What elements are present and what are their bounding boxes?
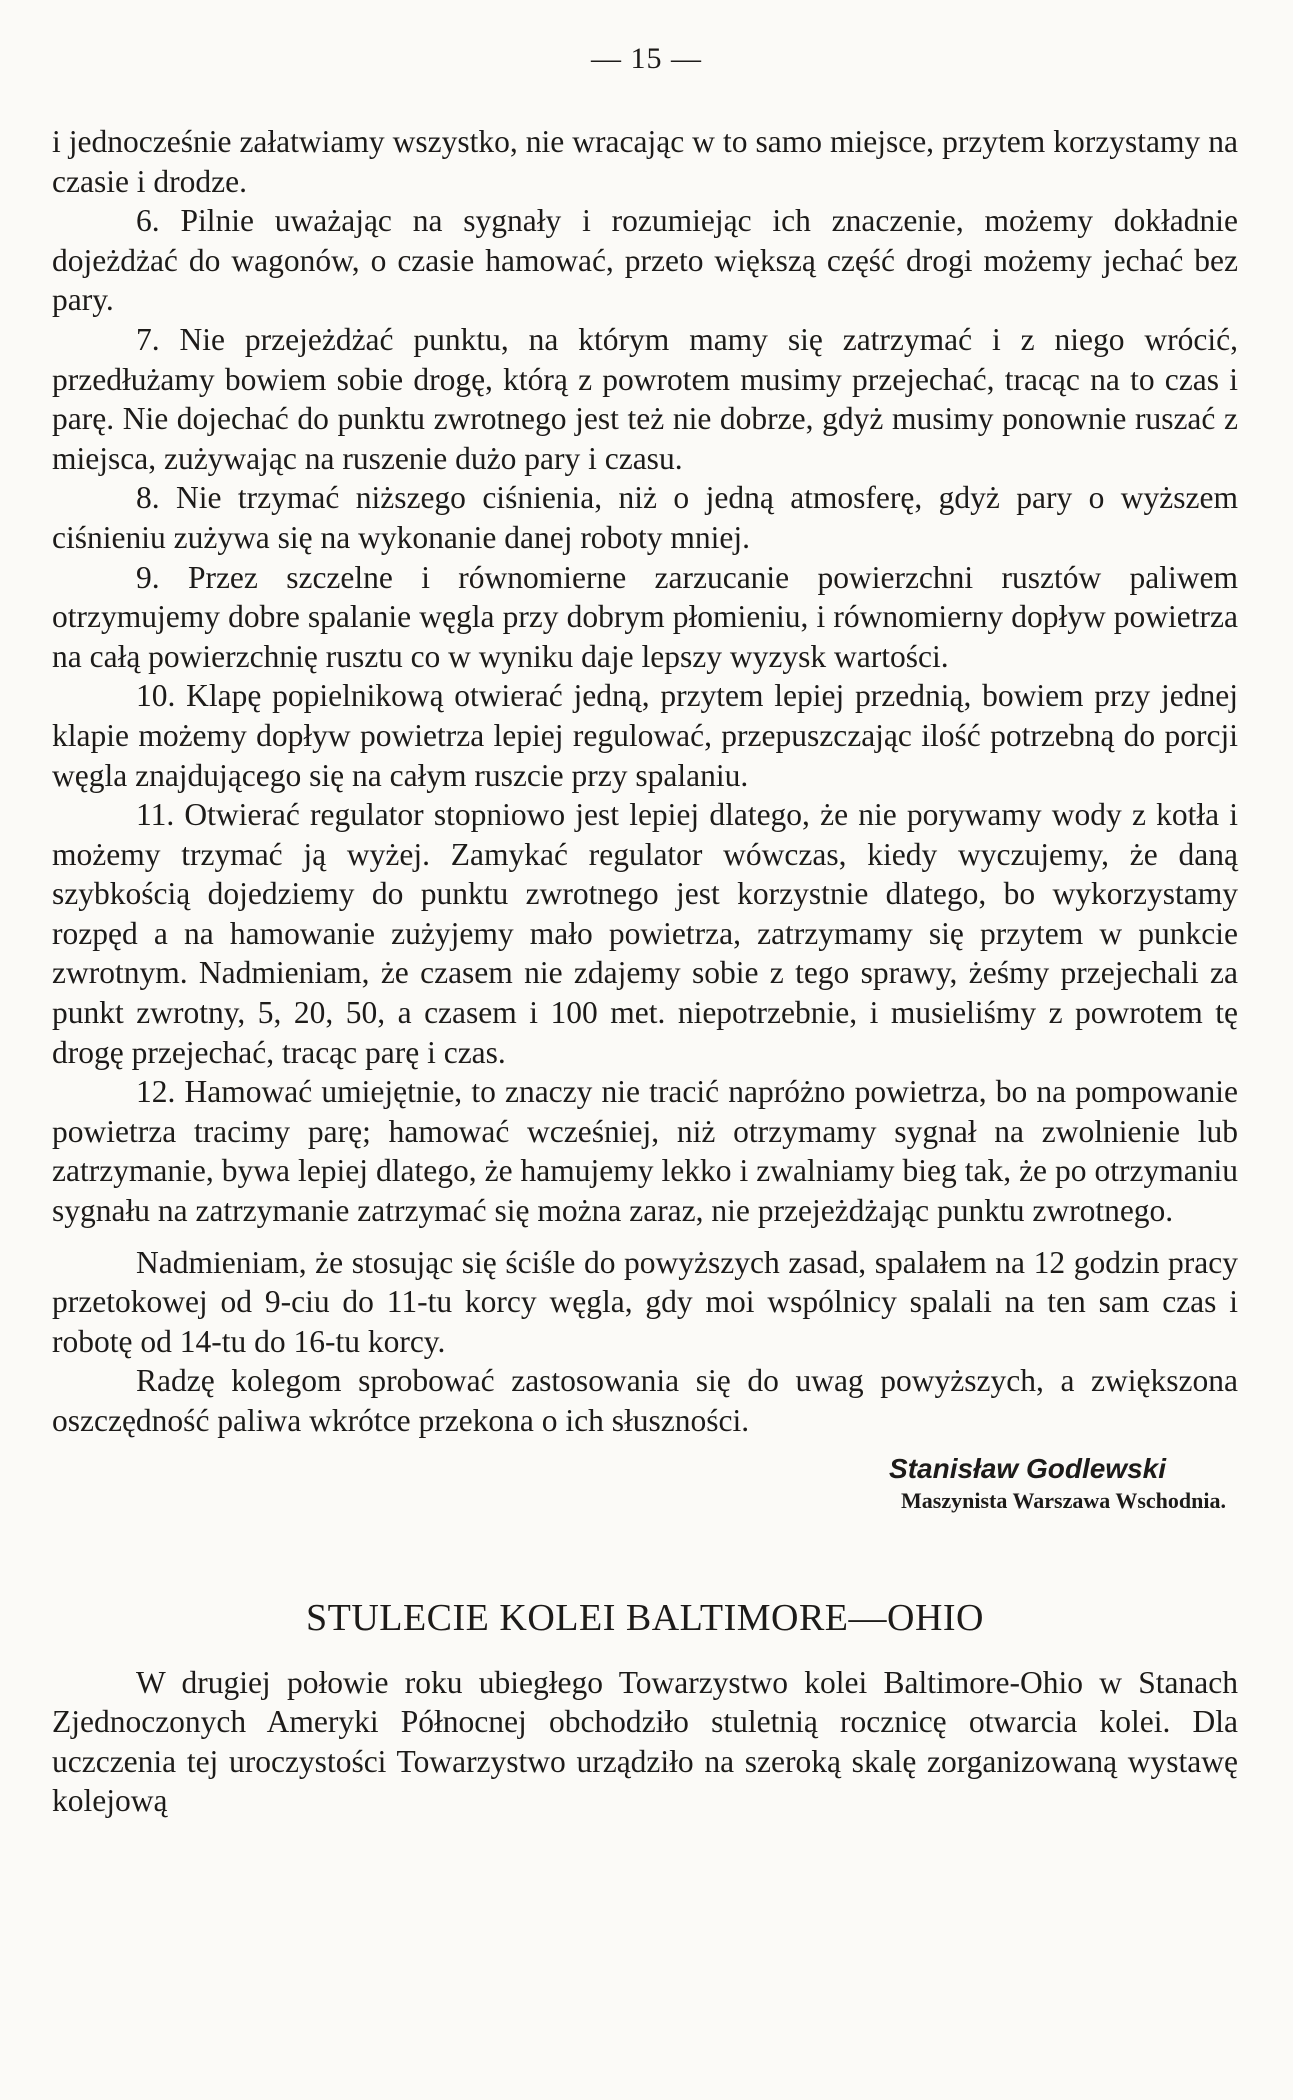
paragraph-continuation: i jednocześnie załatwiamy wszystko, nie wracając w to samo miejsce, przytem korzystamy na czasie i drodze. bbox=[52, 124, 1238, 199]
article-paragraph: W drugiej połowie roku ubiegłego Towarzystwo kolei Baltimore-Ohio w Stanach Zjednoczonych Ameryki Północnej obchodziło stuletnią rocznicę otwarcia kolei. Dla uczczenia tej uroczystości Towarzystwo urządziło na szeroką skalę zorganizowaną wystawę kolejową bbox=[52, 1664, 1238, 1819]
closing-paragraph: Nadmieniam, że stosując się ściśle do powyższych zasad, spalałem na 12 godzin pracy przetokowej od 9-ciu do 11-tu korcy węgla, gdy moi wspólnicy spalali na ten sam czas i robotę od 14-tu do 16-tu korcy. bbox=[52, 1244, 1238, 1359]
paragraph-point-10: 10. Klapę popielnikową otwierać jedną, przytem lepiej przednią, bowiem przy jednej klapie możemy dopływ powietrza lepiej regulować, przepuszczając ilość potrzebną do porcji węgla znajdującego się na całym ruszcie przy spalaniu. bbox=[52, 678, 1238, 793]
closing-recommendation: Radzę kolegom sprobować zastosowania się do uwag powyższych, a zwiększona oszczędność paliwa wkrótce przekona o ich słuszności. bbox=[52, 1363, 1238, 1438]
signature-block bbox=[52, 1451, 1238, 1515]
article-title: STULECIE KOLEI BALTIMORE—OHIO bbox=[305, 1596, 985, 1639]
paragraph-point-6: 6. Pilnie uważając na sygnały i rozumiejąc ich znaczenie, możemy dokładnie dojeżdżać do wagonów, o czasie hamować, przeto większą część drogi możemy jechać bez pary. bbox=[52, 203, 1238, 318]
signature-role: Maszynista Warszawa Wschodnia. bbox=[901, 1487, 1226, 1513]
paragraph-point-9: 9. Przez szczelne i równomierne zarzucanie powierzchni rusztów paliwem otrzymujemy dobre spalanie węgla przy dobrym płomieniu, i równomierny dopływ powietrza na całą powierzchnię rusztu co w wyniku daje lepszy wyzysk wartości. bbox=[52, 559, 1238, 674]
body-text bbox=[52, 122, 1238, 1821]
signature-name: Stanisław Godlewski bbox=[889, 1452, 1166, 1484]
paragraph-point-8: 8. Nie trzymać niższego ciśnienia, niż o jedną atmosferę, gdyż pary o wyższem ciśnieniu zużywa się na wykonanie danej roboty mniej. bbox=[52, 480, 1238, 555]
paragraph-point-7: 7. Nie przejeżdżać punktu, na którym mamy się zatrzymać i z niego wrócić, przedłużamy bowiem sobie drogę, którą z powrotem musimy przejechać, tracąc na to czas i parę. Nie dojechać do punktu zwrotnego jest też nie dobrze, gdyż musimy ponownie ruszać z miejsca, zużywając na ruszenie dużo pary i czasu. bbox=[52, 321, 1238, 476]
page-number: — 15 — bbox=[591, 42, 702, 75]
paragraph-point-11: 11. Otwierać regulator stopniowo jest lepiej dlatego, że nie porywamy wody z kotła i możemy trzymać ją wyżej. Zamykać regulator wówczas, kiedy wyczujemy, że daną szybkością dojedziemy do punktu zwrotnego jest korzystnie dlatego, bo wykorzystamy rozpęd a na hamowanie zużyjemy mało powietrza, zatrzymamy się przytem w punkcie zwrotnym. Nadmieniam, że czasem nie zdajemy sobie z tego sprawy, żeśmy przejechali za punkt zwrotny, 5, 20, 50, a czasem i 100 met. niepotrzebnie, i musieliśmy z powrotem tę drogę przejechać, tracąc parę i czas. bbox=[52, 797, 1238, 1070]
paragraph-point-12: 12. Hamować umiejętnie, to znaczy nie tracić napróżno powietrza, bo na pompowanie powietrza tracimy parę; hamować wcześniej, niż otrzymamy sygnał na zwolnienie lub zatrzymanie, bywa lepiej dlatego, że hamujemy lekko i zwalniamy bieg tak, że po otrzymaniu sygnału na zatrzymanie zatrzymać się można zaraz, nie przejeżdżając punktu zwrotnego. bbox=[52, 1074, 1238, 1229]
